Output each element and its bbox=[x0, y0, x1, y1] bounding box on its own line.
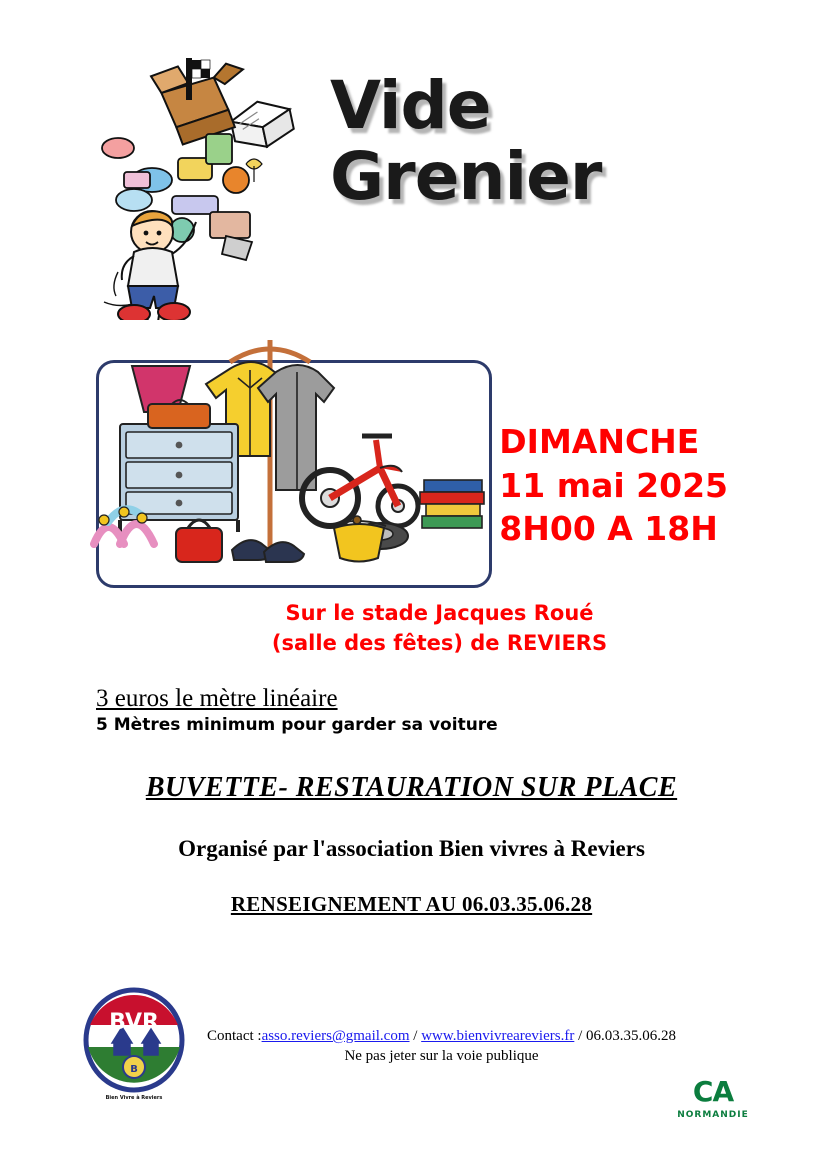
date-line-1: DIMANCHE bbox=[499, 422, 700, 461]
title-line-1: Vide bbox=[330, 67, 491, 144]
poster-title bbox=[330, 67, 750, 216]
date-line-2: 11 mai 2025 bbox=[499, 465, 728, 505]
contact-line bbox=[0, 1028, 823, 1045]
bank-logo-name: NORMANDIE bbox=[677, 1110, 749, 1120]
illustration-frame bbox=[96, 360, 492, 588]
price-sub: 5 Mètres minimum pour garder sa voiture bbox=[96, 715, 498, 735]
location-line-1: Sur le stade Jacques Roué bbox=[285, 601, 594, 625]
contact-email[interactable]: asso.reviers@gmail.com bbox=[261, 1028, 410, 1044]
refreshments-line: BUVETTE- RESTAURATION SUR PLACE bbox=[145, 772, 678, 803]
event-date bbox=[499, 420, 728, 551]
svg-text:B: B bbox=[130, 1064, 138, 1075]
disposal-notice: Ne pas jeter sur la voie publique bbox=[344, 1048, 539, 1064]
contact-website[interactable]: www.bienvivreareviers.fr bbox=[421, 1028, 575, 1044]
junk-pile-illustration bbox=[60, 30, 320, 320]
sponsor-bank-logo bbox=[663, 1075, 763, 1120]
svg-text:BVR: BVR bbox=[109, 1010, 159, 1035]
contact-separator-1: / bbox=[409, 1028, 422, 1044]
contact-separator-2: / bbox=[574, 1028, 586, 1044]
organiser-line: Organisé par l'association Bien vivres à Reviers bbox=[178, 836, 645, 861]
information-line: RENSEIGNEMENT AU 06.03.35.06.28 bbox=[230, 892, 593, 916]
event-location bbox=[0, 598, 823, 659]
contact-phone: 06.03.35.06.28 bbox=[586, 1028, 676, 1044]
price-main: 3 euros le mètre linéaire bbox=[96, 685, 338, 712]
association-logo-caption: Bien Vivre à Reviers bbox=[105, 1095, 163, 1101]
location-line-2: (salle des fêtes) de REVIERS bbox=[271, 631, 608, 656]
contact-prefix: Contact : bbox=[206, 1028, 262, 1044]
date-line-3: 8H00 A 18H bbox=[499, 509, 718, 549]
bank-logo-mark: CA bbox=[692, 1075, 734, 1108]
title-line-2: Grenier bbox=[330, 138, 602, 216]
